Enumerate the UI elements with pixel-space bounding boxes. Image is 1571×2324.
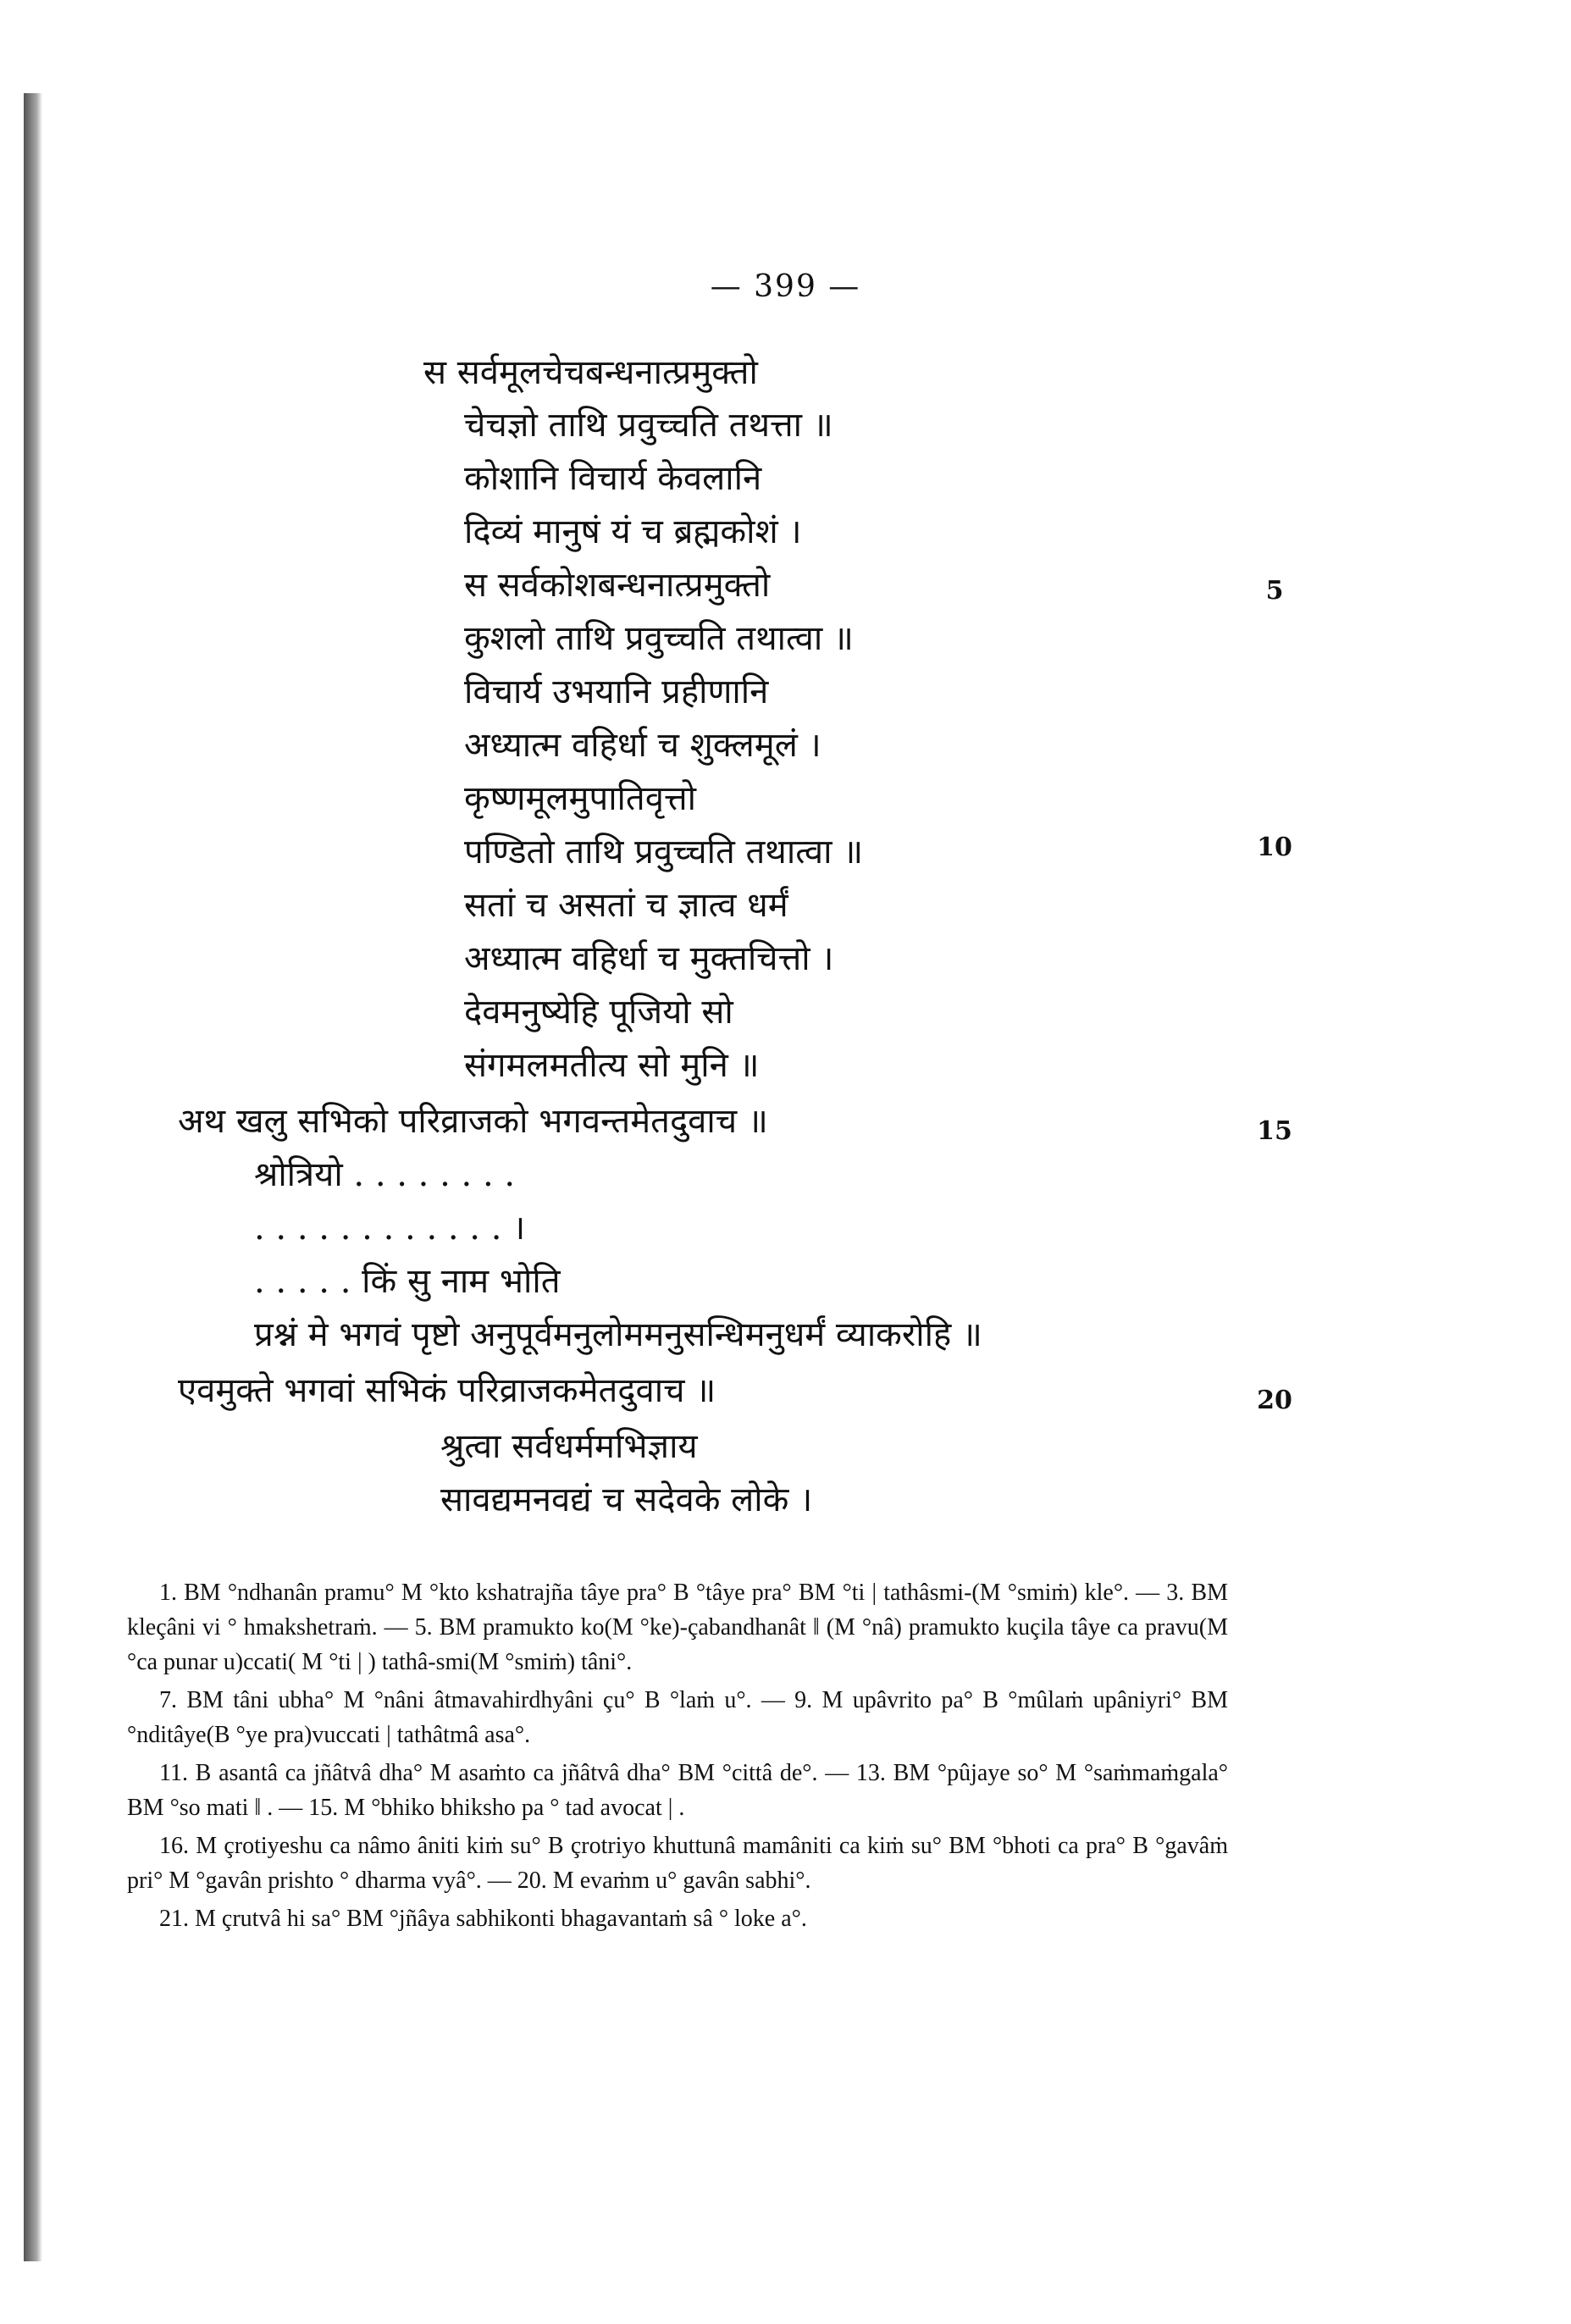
verse-line: देवमनुष्येहि पूजियो सो — [464, 993, 733, 1032]
verse-line: सतां च असतां च ज्ञात्व धर्मं — [464, 886, 788, 925]
line-number: 10 — [1257, 833, 1292, 862]
footnote: 7. BM tâni ubha° M °nâni âtmavahirdhyâni çu° B °laṁ u°. — 9. M upâvrito pa° B °mûlaṁ upâniyri° BM °nditâye(B °ye pra)vuccati | tathâtmâ asa°. — [127, 1687, 1228, 1748]
verse-line: श्रुत्वा सर्वधर्ममभिज्ञाय — [440, 1427, 698, 1466]
verse-line: . . . . . किं सु नाम भोति — [254, 1262, 561, 1301]
line-number: 20 — [1257, 1386, 1292, 1415]
verse-line: स सर्वमूलचेचबन्धनात्प्रमुक्तो — [423, 353, 758, 392]
verse-line: कोशानि विचार्य केवलानि — [464, 459, 762, 498]
verse-line: कृष्णमूलमुपातिवृत्तो — [464, 779, 696, 818]
verse-line: कुशलो ताथि प्रवुच्चति तथात्वा ॥ — [464, 619, 854, 658]
verse-line: सावद्यमनवद्यं च सदेवके लोके । — [440, 1480, 813, 1519]
line-number: 5 — [1265, 576, 1284, 606]
verse-line: अध्यात्म वहिर्धा च मुक्तचित्तो । — [464, 939, 834, 978]
verse-line: पण्डितो ताथि प्रवुच्चति तथात्वा ॥ — [464, 833, 864, 872]
footnote: 11. B asantâ ca jñâtvâ dha° M asaṁto ca jñâtvâ dha° BM °cittâ de°. — 13. BM °pûjaye so° M °saṁmaṁgala° BM °so mati ‖ . — 15. M °bhiko bhiksho pa ° tad avocat | . — [127, 1760, 1228, 1821]
verse-line: संगमलमतीत्य सो मुनि ॥ — [464, 1046, 760, 1085]
verse-line: प्रश्नं मे भगवं पृष्टो अनुपूर्वमनुलोममनुसन्धिमनुधर्मं व्याकरोहि ॥ — [254, 1315, 982, 1354]
footnote: 16. M çrotiyeshu ca nâmo âniti kiṁ su° B çrotriyo khuttunâ mamâniti ca kiṁ su° BM °bhoti ca pra° B °gavâṁ pri° M °gavân prishto ° dharma vyâ°. — 20. M evaṁm u° gavân sabhi°. — [127, 1833, 1228, 1894]
verse-line: . . . . . . . . . . . . । — [254, 1209, 526, 1248]
page-number: — 399 — — [710, 269, 861, 304]
verse-line: अथ खलु सभिको परिव्राजको भगवन्तमेतदुवाच ॥ — [178, 1102, 768, 1141]
verse-line: स सर्वकोशबन्धनात्प्रमुक्तो — [464, 566, 771, 605]
verse-line: चेचज्ञो ताथि प्रवुच्चति तथत्ता ॥ — [464, 406, 833, 445]
footnotes — [127, 1575, 1228, 1939]
verse-line: दिव्यं मानुषं यं च ब्रह्मकोशं । — [464, 512, 802, 551]
footnote: 21. M çrutvâ hi sa° BM °jñâya sabhikonti bhagavantaṁ sâ ° loke a°. — [159, 1906, 807, 1932]
verse-line: विचार्य उभयानि प्रहीणानि — [464, 672, 769, 711]
verse-line: अध्यात्म वहिर्धा च शुक्लमूलं । — [464, 726, 821, 765]
page-binding-shadow — [24, 93, 42, 2261]
verse-line: श्रोत्रियो . . . . . . . . — [254, 1155, 516, 1194]
footnote: 1. BM °ndhanân pramu° M °kto kshatrajña tâye pra° B °tâye pra° BM °ti | tathâsmi-(M °smiṁ) kle°. — 3. BM kleçâni vi ° hmakshetraṁ. — 5. BM pramukto ko(M °ke)-çabandhanât ‖ (M °nâ) pramukto kuçila tâye ca pravu(M °ca punar u)ccati( M °ti | ) tathâ-smi(M °smiṁ) tâni°. — [127, 1580, 1228, 1675]
verse-line: एवमुक्ते भगवां सभिकं परिव्राजकमेतदुवाच ॥ — [178, 1371, 716, 1410]
line-number: 15 — [1257, 1116, 1292, 1146]
